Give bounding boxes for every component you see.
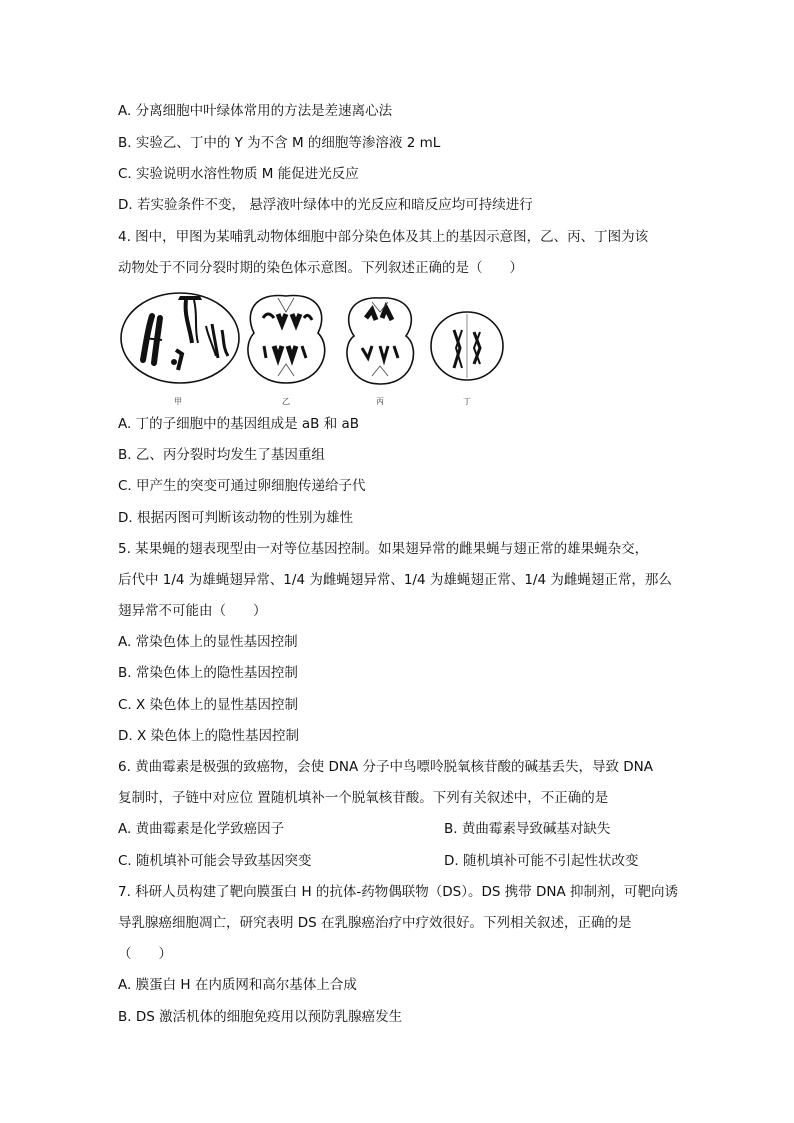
question-6-stem-line1: 6. 黄曲霉素是极强的致癌物，会使 DNA 分子中鸟嘌呤脱氧核苷酸的碱基丢失，导致 DNA bbox=[118, 759, 654, 775]
option-4d: D. 根据丙图可判断该动物的性别为雄性 bbox=[118, 510, 353, 526]
option-4c: C. 甲产生的突变可通过卵细胞传递给子代 bbox=[118, 478, 366, 494]
option-4b: B. 乙、丙分裂时均发生了基因重组 bbox=[118, 447, 325, 463]
question-4-stem-line2: 动物处于不同分裂时期的染色体示意图。下列叙述正确的是（ ） bbox=[118, 260, 523, 276]
option-7a: A. 膜蛋白 H 在内质网和高尔基体上合成 bbox=[118, 977, 357, 993]
option-6c: C. 随机填补可能会导致基因突变 bbox=[118, 853, 312, 869]
option-5c: C. X 染色体上的显性基因控制 bbox=[118, 697, 299, 713]
option-5a: A. 常染色体上的显性基因控制 bbox=[118, 634, 298, 650]
option-6b: B. 黄曲霉素导致碱基对缺失 bbox=[444, 821, 611, 837]
caption-ding: 丁 bbox=[463, 397, 471, 406]
option-3b: B. 实验乙、丁中的 Y 为不含 M 的细胞等渗溶液 2 mL bbox=[118, 135, 441, 151]
cell-yi bbox=[248, 296, 325, 406]
option-5d: D. X 染色体上的隐性基因控制 bbox=[118, 728, 300, 744]
cell-bing bbox=[347, 298, 414, 406]
question-7-stem-line3: （ ） bbox=[118, 946, 172, 962]
option-3a: A. 分离细胞中叶绿体常用的方法是差速离心法 bbox=[118, 103, 393, 119]
question-6-stem-line2: 复制时，子链中对应位 置随机填补一个脱氧核苷酸。下列有关叙述中，不正确的是 bbox=[118, 790, 609, 806]
question-5-stem-line1: 5. 某果蝇的翅表现型由一对等位基因控制。如果翅异常的雌果蝇与翅正常的雄果蝇杂交， bbox=[118, 541, 649, 557]
option-7b: B. DS 激活机体的细胞免疫用以预防乳腺癌发生 bbox=[118, 1009, 403, 1025]
question-5-stem-line3: 翅异常不可能由（ ） bbox=[118, 603, 267, 619]
cell-jia bbox=[121, 293, 239, 406]
cell-ding bbox=[431, 312, 503, 406]
question-4-stem-line1: 4. 图中，甲图为某哺乳动物体细胞中部分染色体及其上的基因示意图，乙、丙、丁图为该 bbox=[118, 229, 649, 245]
option-3d: D. 若实验条件不变， 悬浮液叶绿体中的光反应和暗反应均可持续进行 bbox=[118, 197, 533, 213]
chromosome-figure bbox=[118, 288, 518, 410]
option-6d: D. 随机填补可能不引起性状改变 bbox=[444, 853, 639, 869]
caption-yi: 乙 bbox=[282, 397, 290, 406]
question-7-stem-line2: 导乳腺癌细胞凋亡，研究表明 DS 在乳腺癌治疗中疗效很好。下列相关叙述，正确的是 bbox=[118, 915, 632, 931]
question-5-stem-line2: 后代中 1/4 为雄蝇翅异常、1/4 为雌蝇翅异常、1/4 为雄蝇翅正常、1/4 为雌蝇翅正常，那么 bbox=[118, 572, 672, 588]
caption-jia: 甲 bbox=[174, 397, 182, 406]
option-5b: B. 常染色体上的隐性基因控制 bbox=[118, 665, 298, 681]
option-4a: A. 丁的子细胞中的基因组成是 aB 和 aB bbox=[118, 416, 360, 432]
cell-diagrams bbox=[118, 288, 518, 410]
option-6a: A. 黄曲霉素是化学致癌因子 bbox=[118, 821, 285, 837]
option-3c: C. 实验说明水溶性物质 M 能促进光反应 bbox=[118, 166, 359, 182]
question-7-stem-line1: 7. 科研人员构建了靶向膜蛋白 H 的抗体-药物偶联物（DS）。DS 携带 DNA 抑制剂，可靶向诱 bbox=[118, 884, 679, 900]
caption-bing: 丙 bbox=[376, 397, 384, 406]
